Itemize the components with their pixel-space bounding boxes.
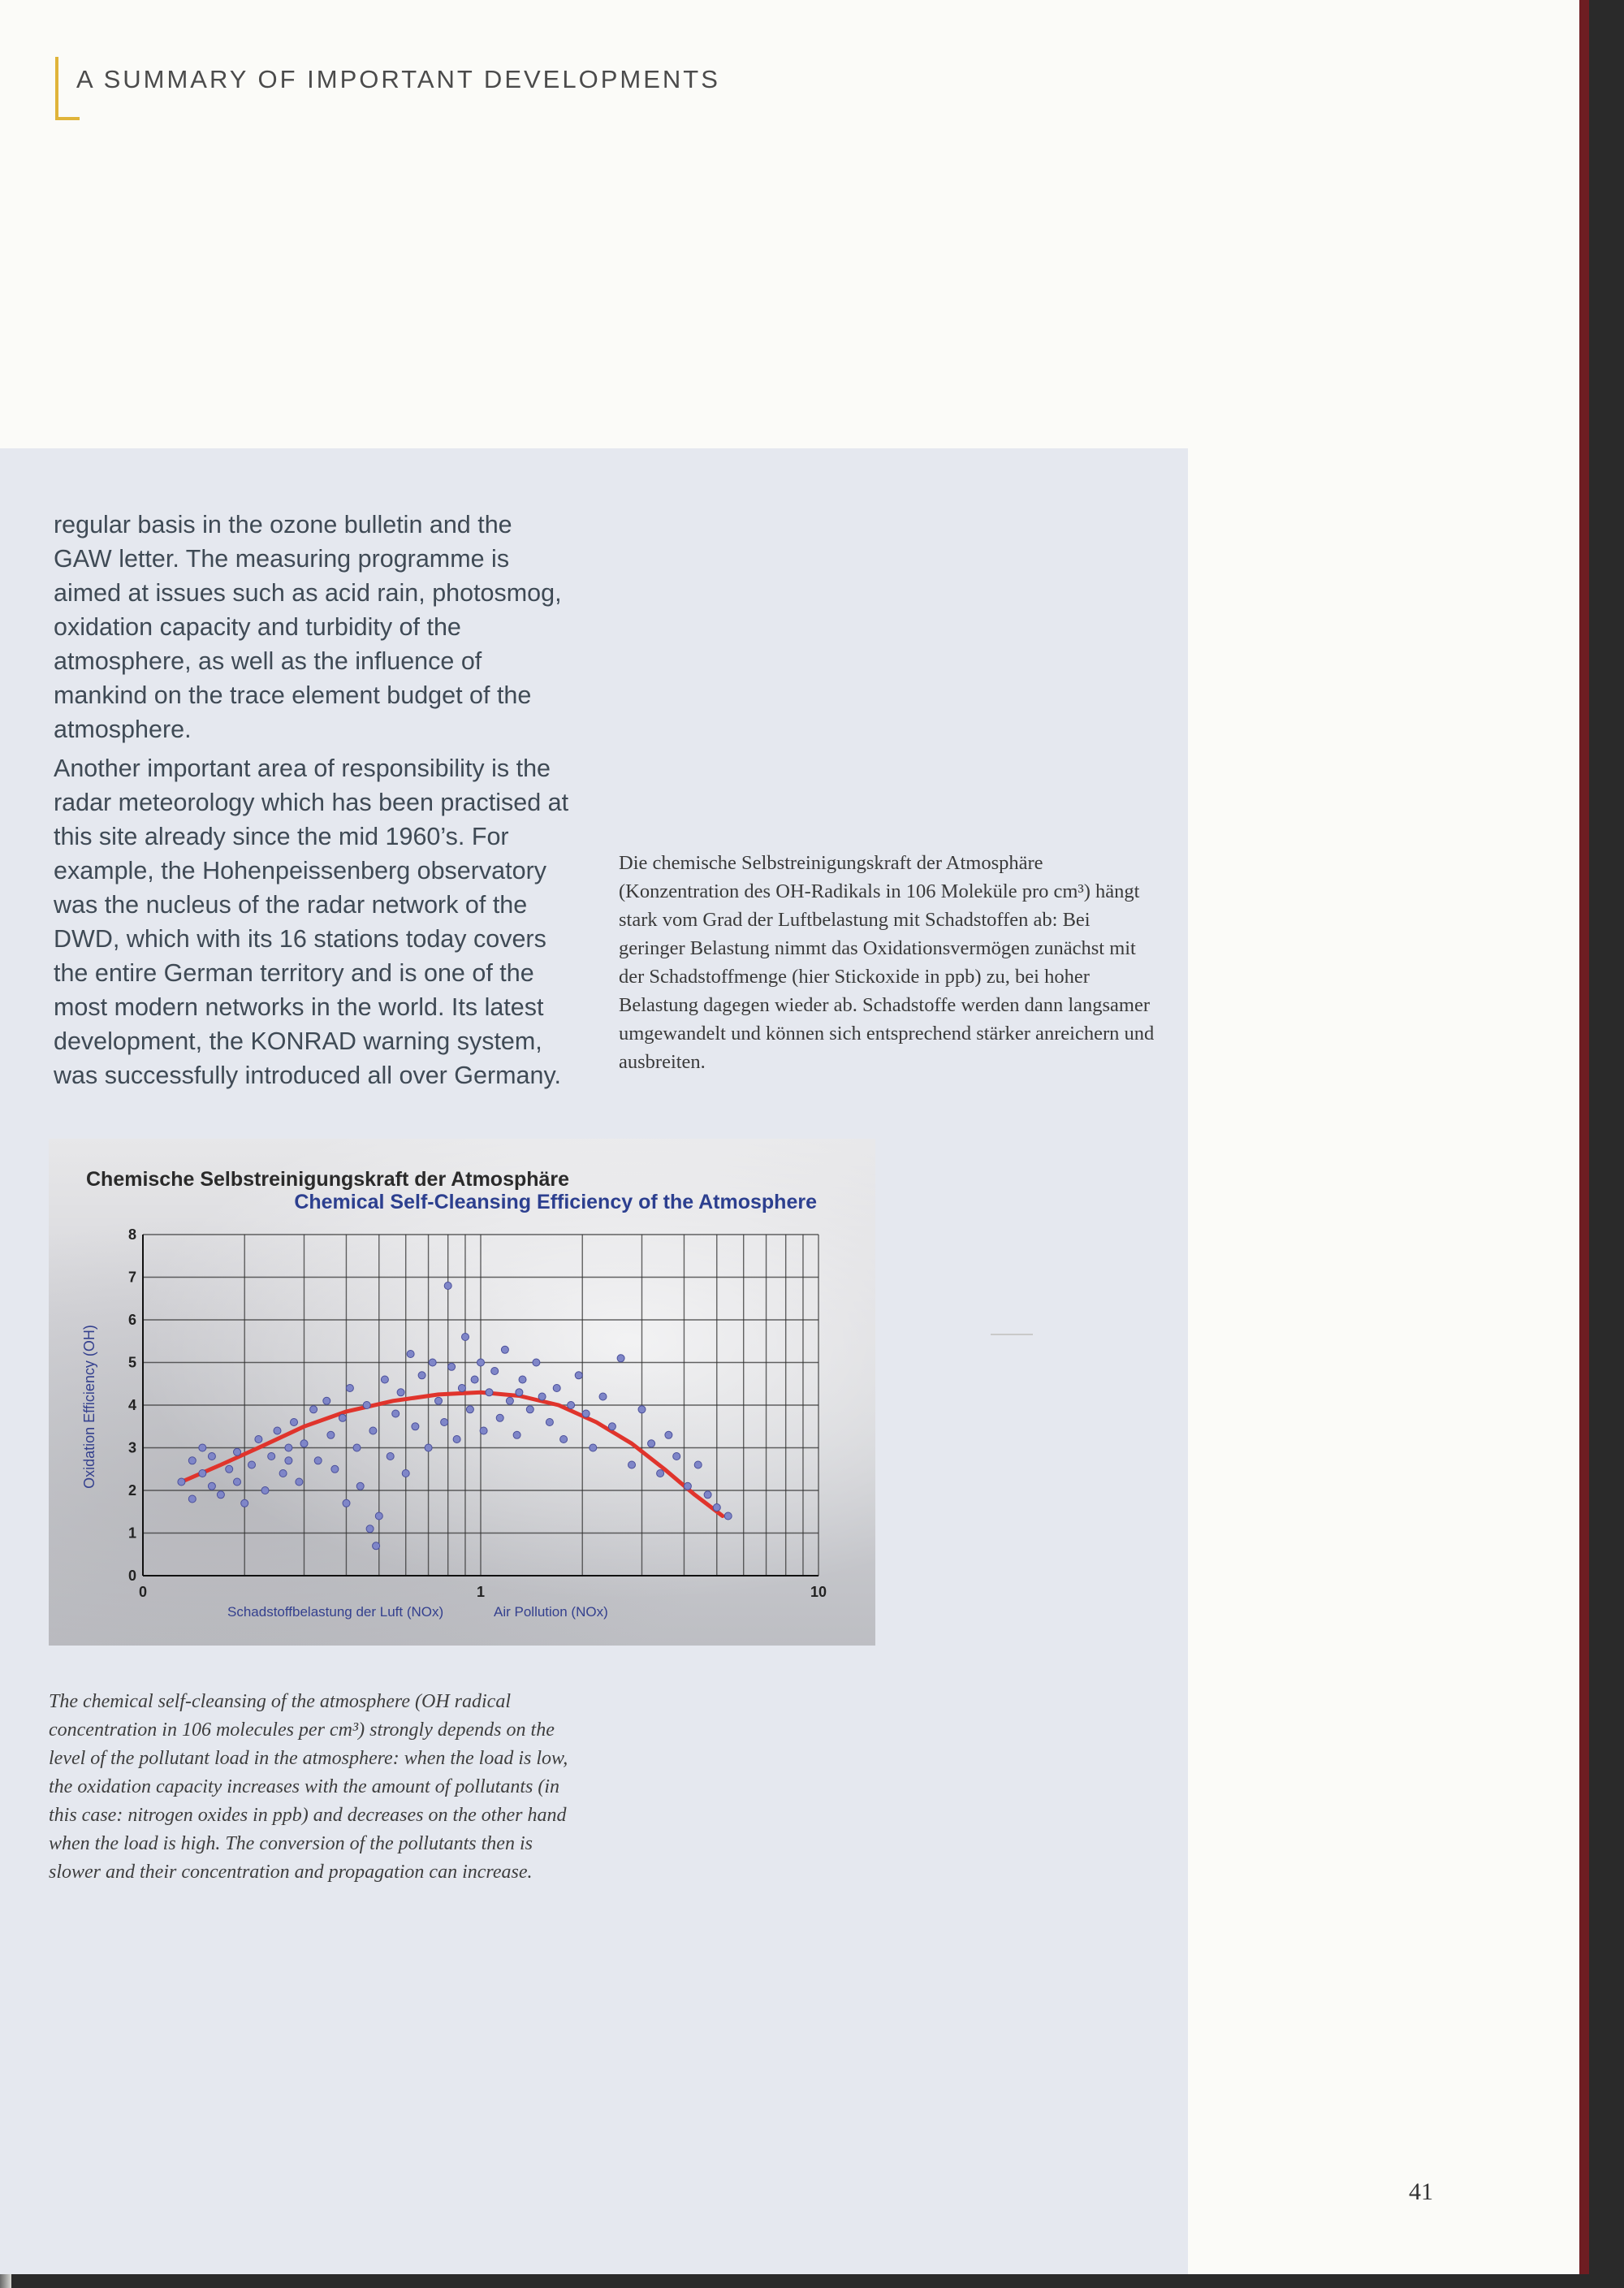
data-point: [241, 1499, 248, 1507]
data-point: [208, 1453, 215, 1460]
data-point: [648, 1440, 655, 1447]
data-point: [366, 1525, 374, 1533]
data-point: [608, 1423, 615, 1430]
data-point: [285, 1457, 292, 1464]
data-point: [188, 1457, 196, 1464]
data-point: [638, 1406, 646, 1413]
data-point: [471, 1376, 478, 1383]
body-paragraph-1-text: regular basis in the ozone bulletin and the GAW letter. The measuring programme is aimed at issues such as acid rain, photosmog, oxidation capacity and turbidity of the atmosphere, as well as the influence of mankind on the trace element budget of the atmosphere.: [54, 511, 562, 743]
data-point: [387, 1453, 394, 1460]
data-point: [392, 1410, 400, 1417]
data-point: [412, 1423, 419, 1430]
data-point: [724, 1512, 732, 1520]
data-point: [491, 1368, 499, 1375]
data-point: [369, 1427, 377, 1434]
chart-svg: [49, 1139, 875, 1646]
y-tick-label: 2: [127, 1482, 136, 1499]
data-point: [188, 1495, 196, 1503]
data-point: [248, 1461, 256, 1468]
data-point: [234, 1478, 241, 1486]
data-point: [628, 1461, 636, 1468]
data-point: [314, 1457, 322, 1464]
data-point: [513, 1431, 520, 1438]
data-point: [199, 1444, 206, 1451]
y-tick-label: 1: [127, 1525, 136, 1542]
data-point: [684, 1482, 691, 1490]
data-point: [291, 1419, 298, 1426]
data-point: [402, 1470, 409, 1477]
body-paragraph-2: [54, 751, 573, 1092]
data-point: [397, 1389, 404, 1396]
y-tick-label: 4: [127, 1397, 136, 1413]
data-point: [458, 1385, 465, 1392]
chart-title: Chemische Selbstreinigungskraft der Atmosphäre: [86, 1168, 570, 1191]
data-point: [496, 1414, 503, 1421]
chart-x-axis-label-en: Air Pollution (NOx): [494, 1604, 608, 1620]
data-point: [575, 1372, 582, 1379]
data-point: [339, 1414, 346, 1421]
chart-subtitle: Chemical Self-Cleansing Efficiency of the Atmosphere: [294, 1191, 817, 1213]
data-point: [217, 1491, 224, 1499]
data-point: [226, 1465, 233, 1473]
x-tick-label: 0: [138, 1584, 148, 1600]
data-point: [375, 1512, 382, 1520]
data-point: [418, 1372, 425, 1379]
y-tick-label: 8: [127, 1226, 136, 1243]
data-point: [208, 1482, 215, 1490]
data-point: [590, 1444, 597, 1451]
chart-points: [178, 1282, 732, 1550]
y-tick-label: 6: [127, 1312, 136, 1328]
data-point: [694, 1461, 702, 1468]
data-point: [425, 1444, 432, 1451]
chart-axes: [128, 1226, 827, 1600]
data-point: [435, 1397, 443, 1404]
data-point: [553, 1385, 560, 1392]
german-caption: Die chemische Selbstreinigungskraft der Atmosphäre (Konzentration des OH-Radikals in 106 Moleküle pro cm³) hängt stark vom Grad der Luftbelastung mit Schadstoffen ab: Bei geringer Belastung nimmt das Oxidationsvermögen zunächst mit der Schadstoffmenge (hier Stickoxide in ppb) zu, bei hoher Belastung dagegen wieder ab. Schadstoffe werden dann langsamer umgewandelt und können sich entsprechend stärker anreichern und ausbreiten.: [619, 852, 1155, 1073]
data-point: [533, 1359, 540, 1366]
data-point: [526, 1406, 533, 1413]
data-point: [331, 1465, 339, 1473]
chart-grid: [143, 1235, 818, 1576]
data-point: [268, 1453, 275, 1460]
data-point: [199, 1470, 206, 1477]
data-point: [327, 1431, 335, 1438]
data-point: [255, 1436, 262, 1443]
data-point: [506, 1397, 513, 1404]
data-point: [480, 1427, 487, 1434]
data-point: [178, 1478, 185, 1486]
data-point: [617, 1355, 624, 1362]
data-point: [261, 1487, 269, 1494]
data-point: [538, 1393, 546, 1400]
chart-y-axis-label: Oxidation Efficiency (OH): [81, 1325, 97, 1489]
data-point: [285, 1444, 292, 1451]
data-point: [279, 1470, 287, 1477]
data-point: [444, 1282, 451, 1290]
data-point: [501, 1346, 508, 1353]
data-point: [453, 1436, 460, 1443]
x-tick-label: 10: [810, 1584, 827, 1600]
data-point: [462, 1334, 469, 1341]
data-point: [441, 1419, 448, 1426]
oh-efficiency-chart: [49, 1139, 875, 1646]
body-paragraph-2-text: Another important area of responsibility is the radar meteorology which has been practised at this site already since the mid 1960’s. For example, the Hohenpeissenberg observatory was the nucleus of the radar network of the DWD, which with its 16 stations today covers the entire German territory and is one of the most modern networks in the world. Its latest development, the KONRAD warning system, was successfully introduced all over Germany.: [54, 755, 569, 1089]
divider-mark: [991, 1334, 1033, 1335]
data-point: [296, 1478, 303, 1486]
data-point: [356, 1482, 364, 1490]
data-point: [477, 1359, 485, 1366]
english-caption: The chemical self-cleansing of the atmosphere (OH radical concentration in 106 molecules per cm³) strongly depends on the level of the pollutant load in the atmosphere: when the load is low, the oxidation capacity increases with the amount of pollutants (in this case: nitrogen oxides in ppb) and decreases on the other hand when the load is high. The conversion of the pollutants then is slower and their concentration and propagation can increase.: [49, 1691, 568, 1883]
data-point: [407, 1351, 414, 1358]
data-point: [599, 1393, 607, 1400]
data-point: [486, 1389, 493, 1396]
data-point: [568, 1402, 575, 1409]
data-point: [300, 1440, 308, 1447]
data-point: [363, 1402, 370, 1409]
data-point: [448, 1363, 456, 1370]
x-tick-label: 1: [476, 1584, 486, 1600]
data-point: [582, 1410, 590, 1417]
data-point: [665, 1431, 672, 1438]
data-point: [673, 1453, 680, 1460]
data-point: [516, 1389, 523, 1396]
data-point: [546, 1419, 553, 1426]
data-point: [346, 1385, 353, 1392]
data-point: [310, 1406, 317, 1413]
data-point: [343, 1499, 350, 1507]
data-point: [560, 1436, 568, 1443]
data-point: [704, 1491, 711, 1499]
body-paragraph-1: [54, 508, 573, 746]
data-point: [519, 1376, 526, 1383]
chart-x-axis-label-de: Schadstoffbelastung der Luft (NOx): [227, 1604, 444, 1620]
y-tick-label: 3: [127, 1439, 136, 1456]
data-point: [353, 1444, 361, 1451]
data-point: [381, 1376, 388, 1383]
running-head: A SUMMARY OF IMPORTANT DEVELOPMENTS: [76, 65, 720, 93]
y-tick-label: 5: [127, 1354, 136, 1371]
data-point: [657, 1470, 664, 1477]
data-point: [274, 1427, 281, 1434]
data-point: [713, 1504, 720, 1512]
page-number: 41: [1409, 2178, 1433, 2205]
data-point: [323, 1397, 330, 1404]
y-tick-label: 7: [127, 1269, 136, 1286]
data-point: [373, 1542, 380, 1550]
data-point: [466, 1406, 473, 1413]
data-point: [234, 1448, 241, 1455]
y-tick-label: 0: [127, 1568, 136, 1584]
data-point: [429, 1359, 436, 1366]
